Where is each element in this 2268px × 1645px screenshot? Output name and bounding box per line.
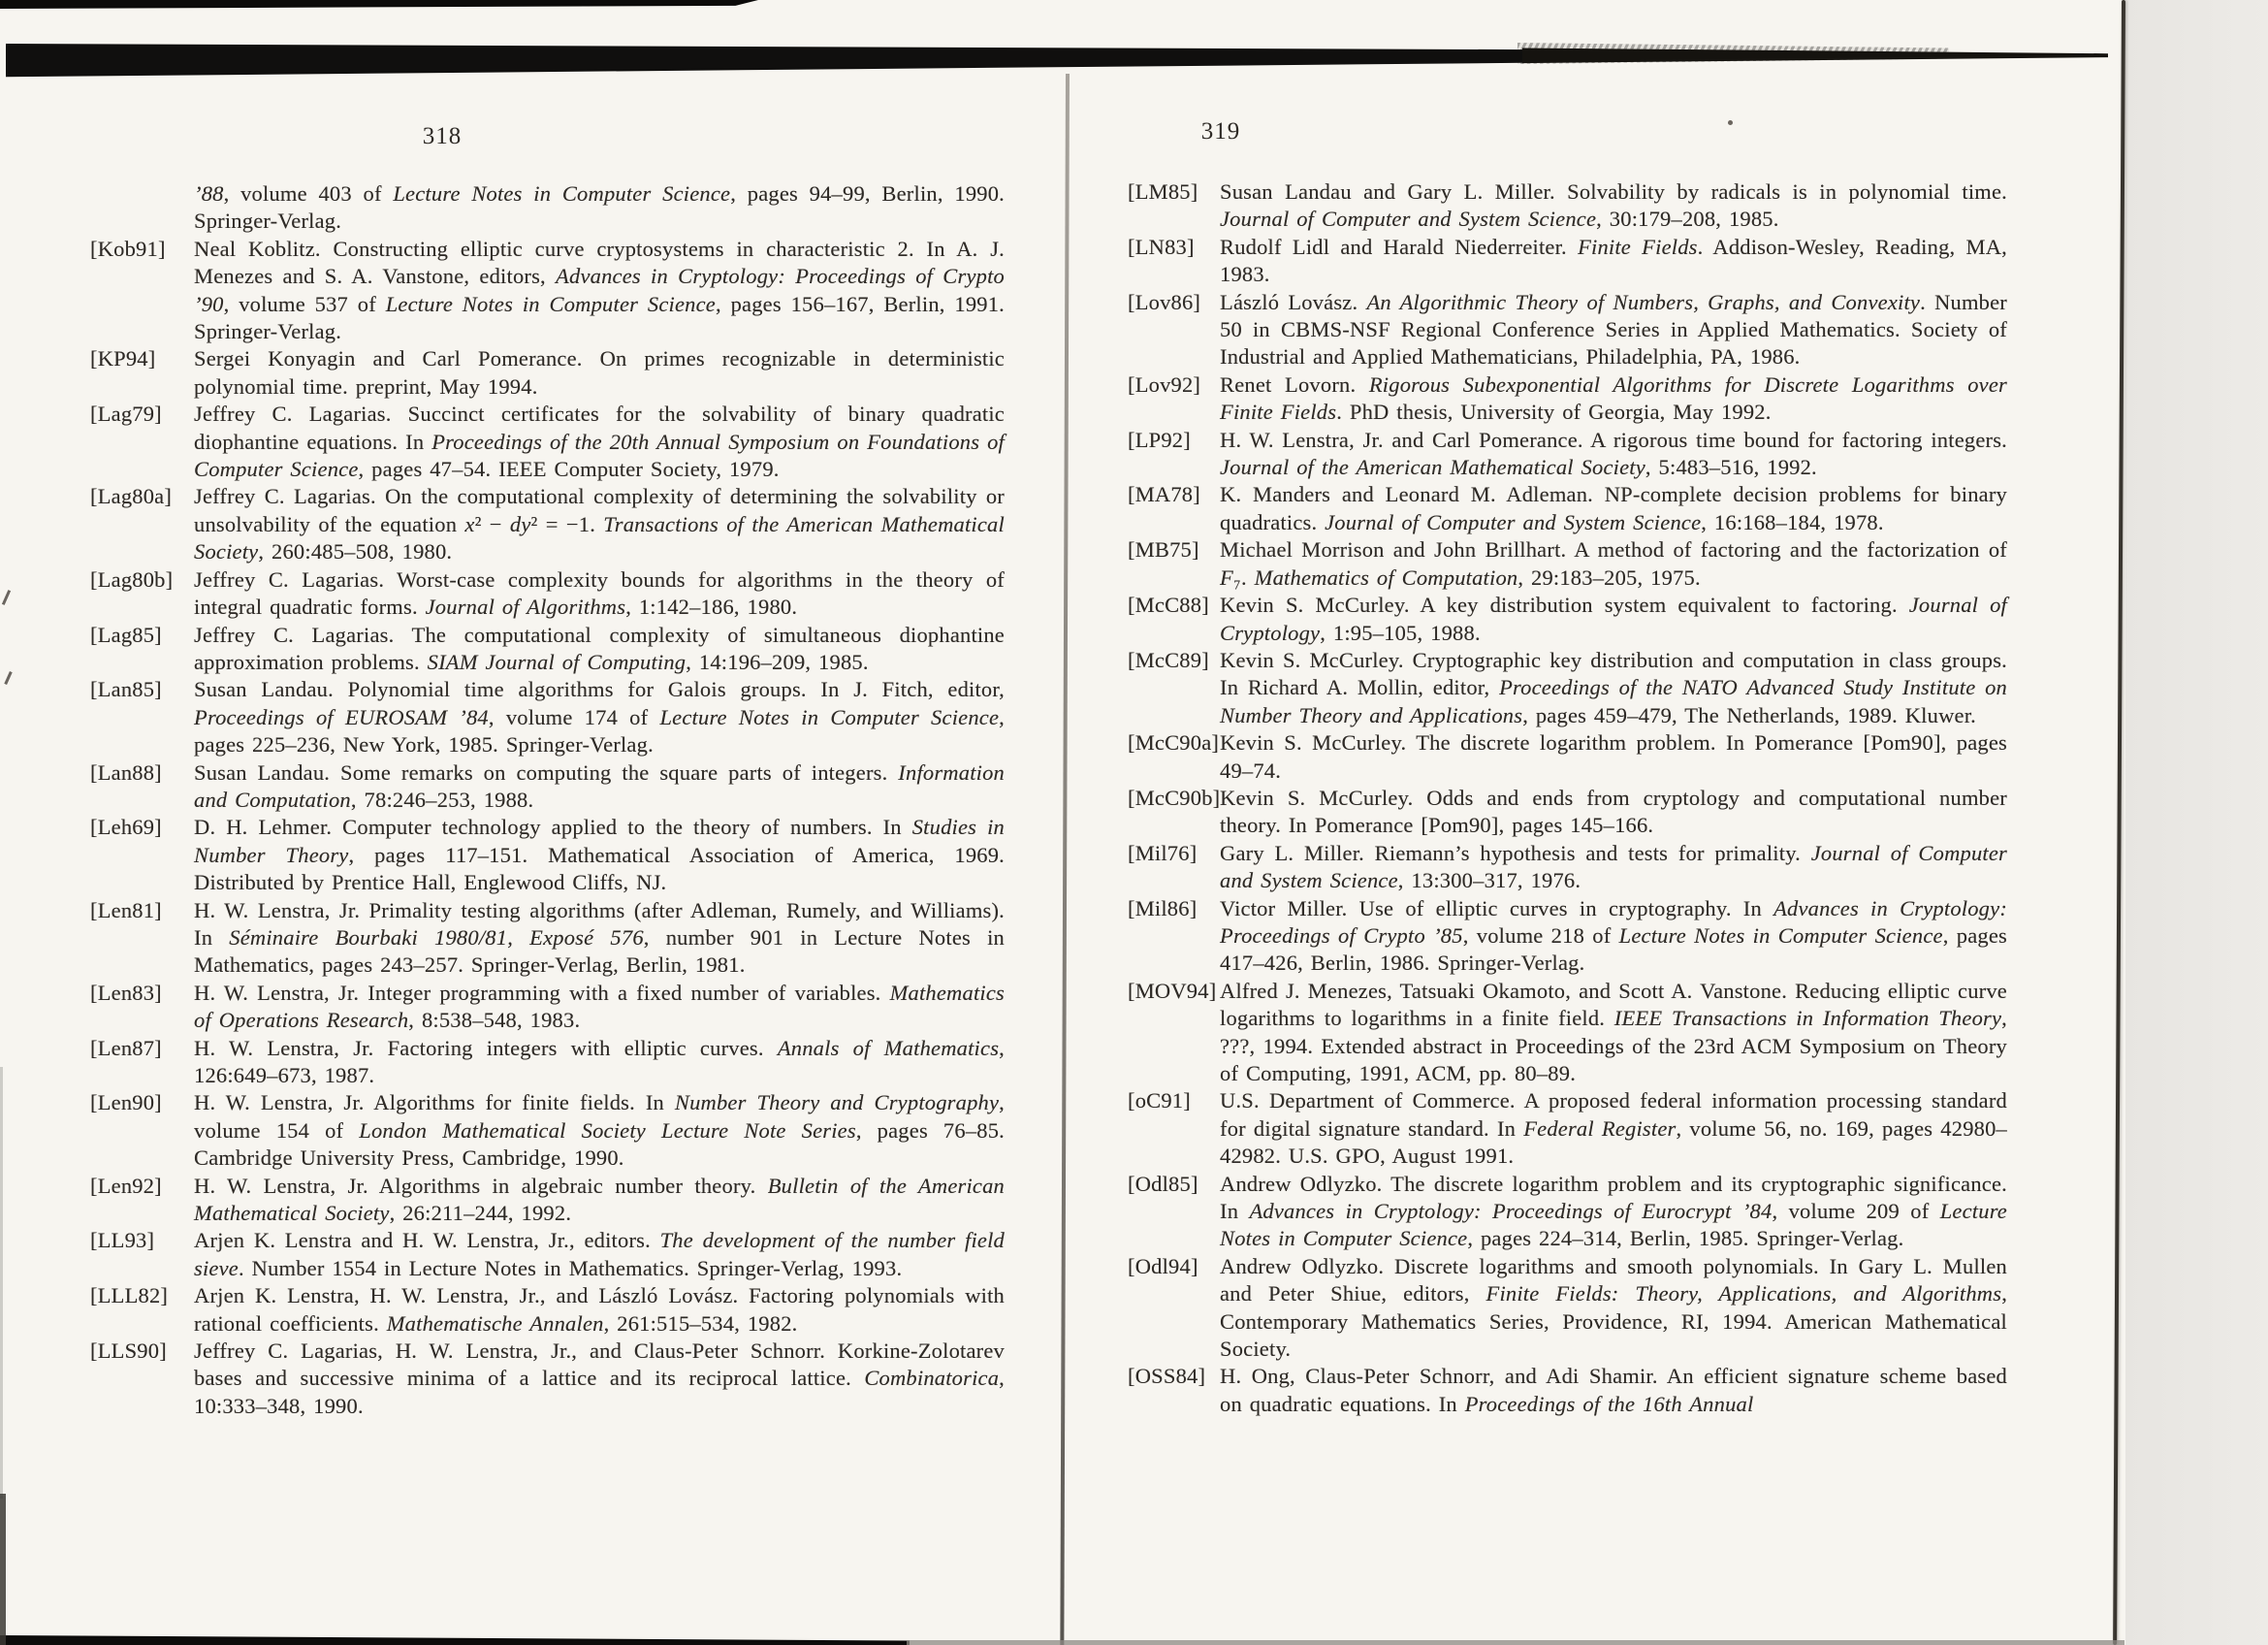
bib-entry-text: Susan Landau and Gary L. Miller. Solvability by radicals is in polynomial time. Journal of Computer and System Science, 30:179–208, 1985. bbox=[1220, 179, 2007, 232]
bib-entry-label: [LL93] bbox=[90, 1228, 155, 1253]
scan-artifact-bottom-strip bbox=[907, 1640, 2124, 1645]
bib-entry bbox=[1128, 234, 2008, 289]
bib-entry-label: [Len92] bbox=[90, 1173, 162, 1198]
bib-entry bbox=[1128, 785, 2007, 840]
bib-entry-label: [LM85] bbox=[1128, 179, 1198, 204]
scan-speck bbox=[2, 590, 11, 605]
bib-entry-text: Kevin S. McCurley. The discrete logarithm problem. In Pomerance [Pom90], pages 49–74. bbox=[1220, 730, 2007, 783]
bib-entry bbox=[1128, 289, 2008, 371]
bib-entry-text: Sergei Konyagin and Carl Pomerance. On primes recognizable in deterministic polynomial time. preprint, May 1994. bbox=[194, 346, 1005, 399]
bib-entry bbox=[1128, 481, 2007, 536]
bib-entry-label: [LN83] bbox=[1128, 234, 1195, 259]
bib-entry-text: Jeffrey C. Lagarias, H. W. Lenstra, Jr., and Claus-Peter Schnorr. Korkine-Zolotarev bases and successive minima of a lattice and its reciprocal lattice. Combinatorica, 10:333–348, 1990. bbox=[194, 1339, 1005, 1418]
bib-entry bbox=[1128, 840, 2008, 895]
bib-entry-label: [Lag80a] bbox=[90, 484, 173, 509]
bib-entry-label: [Lag80b] bbox=[90, 566, 174, 592]
bib-entry-text: Rudolf Lidl and Harald Niederreiter. Finite Fields. Addison-Wesley, Reading, MA, 1983. bbox=[1220, 234, 2008, 287]
bib-entry-text: Kevin S. McCurley. Cryptographic key distribution and computation in class groups. In Richard A. Mollin, editor, Proceedings of the NATO Advanced Study Institute on Number Theory and Applications, pages 459–479, The Netherlands, 1989. Kluwer. bbox=[1220, 647, 2007, 727]
bib-entry-label: [Len83] bbox=[90, 980, 162, 1005]
bib-entry-label: [Lan88] bbox=[90, 759, 162, 785]
bib-entry bbox=[90, 897, 1005, 980]
bib-entry bbox=[1128, 1363, 2007, 1418]
bib-entry-label: [Lov92] bbox=[1128, 371, 1201, 397]
bib-entry bbox=[90, 814, 1006, 896]
bib-entry-text: Kevin S. McCurley. A key distribution system equivalent to factoring. Journal of Cryptology, 1:95–105, 1988. bbox=[1220, 593, 2007, 645]
bib-entry bbox=[1128, 178, 2007, 234]
bib-entry bbox=[90, 980, 1005, 1035]
bib-entry bbox=[1128, 536, 2007, 592]
bib-entry bbox=[90, 1282, 1005, 1338]
bib-entry bbox=[90, 676, 1005, 758]
bib-entry-text: Susan Landau. Some remarks on computing the square parts of integers. Information and Computation, 78:246–253, 1988. bbox=[194, 759, 1005, 812]
bib-entry-label: [Leh69] bbox=[90, 815, 162, 840]
bib-entry bbox=[90, 759, 1005, 815]
bib-entry bbox=[90, 1227, 1005, 1282]
bib-entry bbox=[90, 1338, 1005, 1420]
bib-entry bbox=[1128, 1087, 2008, 1170]
bib-entry-text: H. W. Lenstra, Jr. Integer programming with a fixed number of variables. Mathematics of Operations Research, 8:538–548, 1983. bbox=[194, 980, 1005, 1033]
bib-entry bbox=[1128, 592, 2007, 647]
bib-entry-text: Michael Morrison and John Brillhart. A method of factoring and the factorization of F₇. Mathematics of Computation, 29:183–205, 1975. bbox=[1220, 537, 2007, 590]
bib-entry-text: Jeffrey C. Lagarias. On the computational complexity of determining the solvability or unsolvability of the equation x² − dy² = −1. Transactions of the American Mathematical Society, 260:485–508, 1980. bbox=[194, 484, 1005, 564]
scan-artifact-top-edge bbox=[0, 0, 758, 9]
bib-entry-label: [LLL82] bbox=[90, 1283, 169, 1308]
bib-entry-text: H. W. Lenstra, Jr. Factoring integers with elliptic curves. Annals of Mathematics, 126:649–673, 1987. bbox=[194, 1035, 1005, 1087]
bib-entry-label: [MA78] bbox=[1128, 482, 1200, 507]
scan-speck bbox=[1728, 120, 1733, 125]
bib-entry-text: ’88, volume 403 of Lecture Notes in Computer Science, pages 94–99, Berlin, 1990. Springer-Verlag. bbox=[194, 181, 1005, 234]
bib-entry bbox=[90, 236, 1006, 346]
bib-entry-label: [Kob91] bbox=[90, 236, 166, 261]
bib-entry-text: Jeffrey C. Lagarias. Succinct certificates for the solvability of binary quadratic diophantine equations. In Proceedings of the 20th Annual Symposium on Foundations of Computer Science, pages 47–54. IEEE Computer Society, 1979. bbox=[194, 402, 1005, 482]
bib-entry bbox=[1128, 427, 2007, 482]
bib-entry-label: [LP92] bbox=[1128, 427, 1191, 452]
bib-entry bbox=[1128, 647, 2007, 729]
scan-speck bbox=[4, 671, 12, 685]
scan-artifact-left-edge bbox=[0, 1494, 6, 1645]
bib-entry-text: Andrew Odlyzko. The discrete logarithm problem and its cryptographic significance. In Advances in Cryptology: Proceedings of Eurocrypt ’84, volume 209 of Lecture Notes in Computer Science, pages 224–314, Berlin, 1985. Springer-Verlag. bbox=[1220, 1171, 2007, 1251]
bib-entry bbox=[1128, 978, 2007, 1088]
bib-entry-text: H. W. Lenstra, Jr. and Carl Pomerance. A rigorous time bound for factoring integers. Journal of the American Mathematical Society, 5:483–516, 1992. bbox=[1220, 427, 2007, 480]
bib-entry-text: Jeffrey C. Lagarias. The computational complexity of simultaneous diophantine approximation problems. SIAM Journal of Computing, 14:196–209, 1985. bbox=[194, 622, 1005, 674]
bib-entry-label: [MB75] bbox=[1128, 537, 1199, 563]
bib-entry-text: Arjen K. Lenstra, H. W. Lenstra, Jr., and László Lovász. Factoring polynomials with rational coefficients. Mathematische Annalen, 261:515–534, 1982. bbox=[194, 1283, 1005, 1336]
bibliography-column-left bbox=[90, 180, 1006, 1420]
bib-entry-label: [Len90] bbox=[90, 1090, 162, 1115]
bib-entry-label: [Lov86] bbox=[1128, 289, 1201, 314]
bib-entry-label: [Lag85] bbox=[90, 622, 162, 647]
bib-entry-text: K. Manders and Leonard M. Adleman. NP-complete decision problems for binary quadratics. Journal of Computer and System Science, 16:168–184, 1978. bbox=[1220, 482, 2007, 534]
scanner-background bbox=[2125, 0, 2268, 1645]
page-gutter-line bbox=[1060, 74, 1070, 1645]
bib-entry-label: [McC90b] bbox=[1128, 785, 1221, 810]
bib-entry-label: [Odl85] bbox=[1128, 1171, 1198, 1196]
bib-entry-text: Kevin S. McCurley. Odds and ends from cryptology and computational number theory. In Pomerance [Pom90], pages 145–166. bbox=[1220, 785, 2007, 838]
page-number-right: 319 bbox=[1200, 118, 1241, 145]
bib-entry-text: Gary L. Miller. Riemann’s hypothesis and tests for primality. Journal of Computer and System Science, 13:300–317, 1976. bbox=[1220, 840, 2008, 893]
bib-entry-text: H. Ong, Claus-Peter Schnorr, and Adi Shamir. An efficient signature scheme based on quadratic equations. In Proceedings of the 16th Annual bbox=[1220, 1364, 2007, 1416]
bib-entry bbox=[1128, 729, 2007, 785]
bib-entry-text: László Lovász. An Algorithmic Theory of Numbers, Graphs, and Convexity. Number 50 in CBMS-NSF Regional Conference Series in Applied Mathematics. Society of Industrial and Applied Mathematicians, Philadelphia, PA, 1986. bbox=[1220, 289, 2008, 370]
bib-entry bbox=[90, 401, 1005, 483]
page-right-edge-line bbox=[2113, 0, 2125, 1645]
scan-artifact-left-edge-faint bbox=[0, 1067, 3, 1499]
bib-entry bbox=[90, 566, 1005, 622]
bib-entry-text: Andrew Odlyzko. Discrete logarithms and smooth polynomials. In Gary L. Mullen and Peter Shiue, editors, Finite Fields: Theory, Applications, and Algorithms, Contemporary Mathematics Series, Providence, RI, 1994. American Mathematical Society. bbox=[1220, 1253, 2008, 1362]
bib-entry-label: [McC89] bbox=[1128, 647, 1209, 672]
bib-entry bbox=[90, 345, 1005, 401]
bib-entry-text: Jeffrey C. Lagarias. Worst-case complexity bounds for algorithms in the theory of integral quadratic forms. Journal of Algorithms, 1:142–186, 1980. bbox=[194, 566, 1005, 620]
bib-entry-label: [Odl94] bbox=[1128, 1253, 1198, 1278]
bib-entry-label: [McC88] bbox=[1128, 593, 1209, 618]
bib-entry-text: Neal Koblitz. Constructing elliptic curve cryptosystems in characteristic 2. In A. J. Menezes and S. A. Vanstone, editors, Advances in Cryptology: Proceedings of Crypto ’90, volume 537 of Lecture Notes in Computer Science, pages 156–167, Berlin, 1991. Springer-Verlag. bbox=[194, 236, 1006, 344]
bib-entry bbox=[1128, 895, 2008, 978]
bib-entry-label: [Lag79] bbox=[90, 402, 162, 427]
bib-entry bbox=[90, 1089, 1005, 1172]
bib-entry-text: Alfred J. Menezes, Tatsuaki Okamoto, and Scott A. Vanstone. Reducing elliptic curve logarithms to logarithms in a finite field. IEEE Transactions in Information Theory, ???, 1994. Extended abstract in Proceedings of the 23rd ACM Symposium on Theory of Computing, 1991, ACM, pp. 80–89. bbox=[1220, 978, 2007, 1085]
bib-entry-text: Victor Miller. Use of elliptic curves in cryptography. In Advances in Cryptology: Proceedings of Crypto ’85, volume 218 of Lecture Notes in Computer Science, pages 417–426, Berlin, 1986. Springer-Verlag. bbox=[1220, 895, 2008, 976]
bib-entry bbox=[1128, 1253, 2008, 1364]
scan-artifact-top-bar bbox=[6, 41, 1524, 78]
bib-entry-text: H. W. Lenstra, Jr. Algorithms for finite fields. In Number Theory and Cryptography, volume 154 of London Mathematical Society Lecture Note Series, pages 76–85. Cambridge University Press, Cambridge, 1990. bbox=[194, 1090, 1005, 1171]
bib-entry-label: [McC90a] bbox=[1128, 730, 1220, 756]
bib-entry bbox=[90, 622, 1005, 677]
scan-artifact-bottom-bar bbox=[0, 1635, 910, 1645]
bib-entry-label: [Len87] bbox=[90, 1035, 162, 1060]
bib-entry-label: [oC91] bbox=[1128, 1088, 1191, 1113]
bib-entry-text: U.S. Department of Commerce. A proposed federal information processing standard for digital signature standard. In Federal Register, volume 56, no. 169, pages 42980–42982. U.S. GPO, August 1991. bbox=[1220, 1088, 2008, 1169]
bib-entry bbox=[1128, 1171, 2007, 1253]
bib-entry-label: [Mil76] bbox=[1128, 840, 1198, 865]
bib-entry bbox=[90, 1173, 1005, 1228]
bib-entry-label: [Len81] bbox=[90, 897, 162, 922]
bib-entry-text: H. W. Lenstra, Jr. Primality testing algorithms (after Adleman, Rumely, and Williams). In Séminaire Bourbaki 1980/81, Exposé 576, number 901 in Lecture Notes in Mathematics, pages 243–257. Springer-Verlag, Berlin, 1981. bbox=[194, 897, 1005, 978]
bib-entry bbox=[194, 180, 1005, 236]
bib-entry-label: [OSS84] bbox=[1128, 1364, 1206, 1389]
bib-entry-text: Renet Lovorn. Rigorous Subexponential Algorithms for Discrete Logarithms over Finite Fields. PhD thesis, University of Georgia, May 1992. bbox=[1220, 371, 2007, 425]
bib-entry-label: [LLS90] bbox=[90, 1339, 167, 1364]
page-number-left: 318 bbox=[422, 123, 463, 149]
bib-entry-text: H. W. Lenstra, Jr. Algorithms in algebraic number theory. Bulletin of the American Mathematical Society, 26:211–244, 1992. bbox=[194, 1173, 1005, 1226]
bib-entry-text: Arjen K. Lenstra and H. W. Lenstra, Jr., editors. The development of the number field sieve. Number 1554 in Lecture Notes in Mathematics. Springer-Verlag, 1993. bbox=[194, 1228, 1005, 1280]
bib-entry-label: [Mil86] bbox=[1128, 895, 1198, 920]
bib-entry bbox=[90, 483, 1005, 565]
bib-entry-text: Susan Landau. Polynomial time algorithms for Galois groups. In J. Fitch, editor, Proceedings of EUROSAM ’84, volume 174 of Lecture Notes in Computer Science, pages 225–236, New York, 1985. Springer-Verlag. bbox=[194, 677, 1005, 758]
bib-entry bbox=[1128, 371, 2007, 427]
bib-entry-text: D. H. Lehmer. Computer technology applied to the theory of numbers. In Studies in Number Theory, pages 117–151. Mathematical Association of America, 1969. Distributed by Prentice Hall, Englewood Cliffs, NJ. bbox=[194, 815, 1006, 895]
bib-entry bbox=[90, 1035, 1005, 1090]
bib-entry-label: [MOV94] bbox=[1128, 978, 1217, 1003]
bib-entry-label: [Lan85] bbox=[90, 677, 162, 702]
bib-entry-label: [KP94] bbox=[90, 346, 156, 371]
bibliography-column-right bbox=[1128, 178, 2008, 1418]
